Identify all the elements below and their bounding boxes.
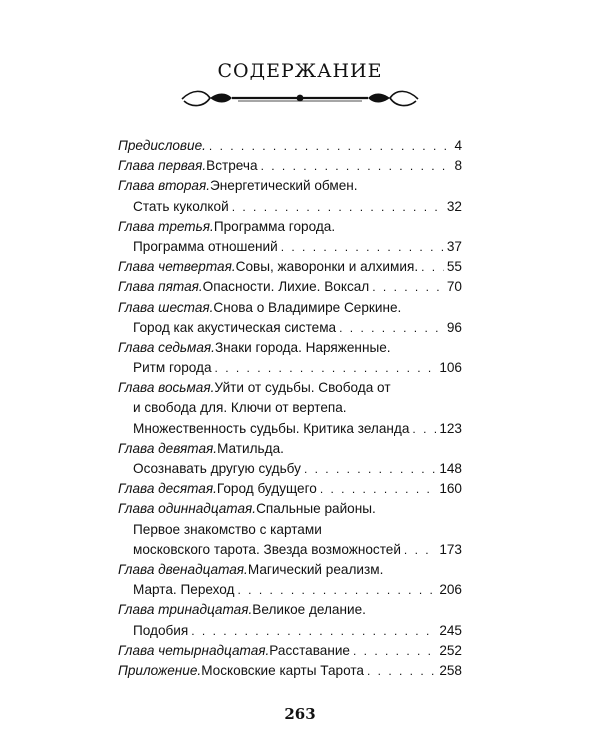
toc-entry-continued <box>118 197 462 217</box>
chapter-title: Программа отношений <box>133 238 278 254</box>
chapter-label: Глава четвертая. <box>118 259 236 275</box>
chapter-label: Глава одиннадцатая. <box>118 501 257 517</box>
dot-leader <box>339 318 444 338</box>
page-ref: 4 <box>454 138 462 153</box>
toc-entry <box>118 176 462 196</box>
toc-entry-continued <box>118 580 462 600</box>
toc-entry <box>118 499 462 519</box>
chapter-title: Энергетический обмен. <box>210 178 358 194</box>
chapter-title: Стать куколкой <box>133 198 229 214</box>
chapter-label: Глава четырнадцатая. <box>118 642 270 658</box>
dot-leader <box>421 257 444 277</box>
toc-entry-continued <box>118 358 462 378</box>
chapter-label: Глава двенадцатая. <box>118 561 248 577</box>
chapter-title: Великое делание. <box>252 602 366 618</box>
toc-entry <box>118 641 462 661</box>
page-ref: 173 <box>439 541 462 557</box>
dot-leader <box>412 419 436 439</box>
chapter-title: Встреча <box>206 158 258 174</box>
toc-entry-continued <box>118 318 462 338</box>
dot-leader <box>237 580 436 600</box>
page-ref: 96 <box>446 319 462 335</box>
toc-entry <box>118 277 462 297</box>
dot-leader <box>367 661 436 681</box>
chapter-label: Глава восьмая. <box>118 380 215 396</box>
dot-leader <box>281 237 444 257</box>
ornament-divider-icon <box>178 86 422 112</box>
page-ref: 32 <box>446 198 462 214</box>
chapter-title: Город как акустическая система <box>133 319 337 335</box>
dot-leader <box>191 621 436 641</box>
chapter-title: Расставание <box>269 642 350 658</box>
page-ref: 148 <box>439 461 462 476</box>
chapter-title: Множественность судьбы. Критика зеланда <box>133 420 410 436</box>
chapter-title: Спальные районы. <box>256 501 376 517</box>
page-ref: 123 <box>439 420 462 436</box>
toc-entry-continued <box>118 419 462 439</box>
toc-entry-continued <box>118 459 462 479</box>
toc-entry <box>118 661 462 681</box>
page-number: 263 <box>284 705 316 723</box>
page-ref: 37 <box>446 238 462 254</box>
chapter-title: Московские карты Тарота <box>201 662 364 678</box>
chapter-title: Магический реализм. <box>247 561 384 577</box>
chapter-title: Подобия <box>133 622 189 638</box>
dot-leader <box>404 540 436 560</box>
page-ref: 206 <box>439 582 462 598</box>
table-of-contents <box>118 136 462 681</box>
chapter-label: Предисловие. <box>118 138 206 153</box>
dot-leader <box>320 479 436 499</box>
chapter-title: Снова о Владимире Серкине. <box>213 299 402 315</box>
chapter-title: и свобода для. Ключи от вертепа. <box>133 400 347 416</box>
chapter-title: Уйти от судьбы. Свобода от <box>214 380 391 396</box>
chapter-label: Глава третья. <box>118 218 214 234</box>
chapter-title: Совы, жаворонки и алхимия. <box>235 259 419 275</box>
toc-entry-continued <box>118 520 462 540</box>
chapter-title: Первое знакомство с картами <box>133 521 322 537</box>
toc-entry <box>118 439 462 459</box>
chapter-label: Глава седьмая. <box>118 339 215 355</box>
page-ref: 160 <box>439 481 462 497</box>
chapter-label: Глава первая. <box>118 158 207 174</box>
toc-entry-continued <box>118 621 462 641</box>
chapter-label: Глава тринадцатая. <box>118 602 253 618</box>
toc-entry <box>118 479 462 499</box>
toc-entry-continued <box>118 540 462 560</box>
page-ref: 252 <box>439 642 462 658</box>
chapter-title: Ритм города <box>133 360 212 376</box>
dot-leader <box>209 136 452 156</box>
chapter-label: Глава пятая. <box>118 279 203 295</box>
chapter-title: Знаки города. Наряженные. <box>214 339 391 355</box>
dot-leader <box>353 641 436 661</box>
toc-entry <box>118 136 462 156</box>
chapter-label: Глава вторая. <box>118 178 210 194</box>
chapter-title: Город будущего <box>216 481 317 497</box>
toc-entry <box>118 600 462 620</box>
page-ref: 245 <box>439 622 462 638</box>
chapter-label: Глава десятая. <box>118 481 217 497</box>
toc-entry <box>118 378 462 398</box>
chapter-title: Марта. Переход <box>133 582 235 598</box>
dot-leader <box>261 156 452 176</box>
toc-entry <box>118 298 462 318</box>
chapter-title: московского тарота. Звезда возможностей <box>133 541 401 557</box>
chapter-title: Матильда. <box>217 440 284 456</box>
page-ref: 55 <box>446 259 462 275</box>
toc-entry-continued <box>118 237 462 257</box>
toc-entry <box>118 257 462 277</box>
dot-leader <box>232 197 444 217</box>
dot-leader <box>372 277 444 297</box>
chapter-title: Программа города. <box>213 218 336 234</box>
dot-leader <box>304 459 436 479</box>
page-title: СОДЕРЖАНИЕ <box>217 60 383 82</box>
page-ref: 258 <box>439 662 462 678</box>
page-ref: 106 <box>439 360 462 376</box>
toc-entry <box>118 156 462 176</box>
toc-entry <box>118 338 462 358</box>
page-ref: 70 <box>446 279 462 295</box>
toc-entry <box>118 217 462 237</box>
page-ref: 8 <box>454 158 462 174</box>
chapter-label: Приложение. <box>118 662 202 678</box>
chapter-title: Осознавать другую судьбу <box>133 461 301 476</box>
chapter-label: Глава шестая. <box>118 299 214 315</box>
toc-entry-continued <box>118 398 462 418</box>
chapter-label: Глава девятая. <box>118 440 218 456</box>
dot-leader <box>215 358 437 378</box>
chapter-title: Опасности. Лихие. Воксал <box>202 279 370 295</box>
toc-entry <box>118 560 462 580</box>
